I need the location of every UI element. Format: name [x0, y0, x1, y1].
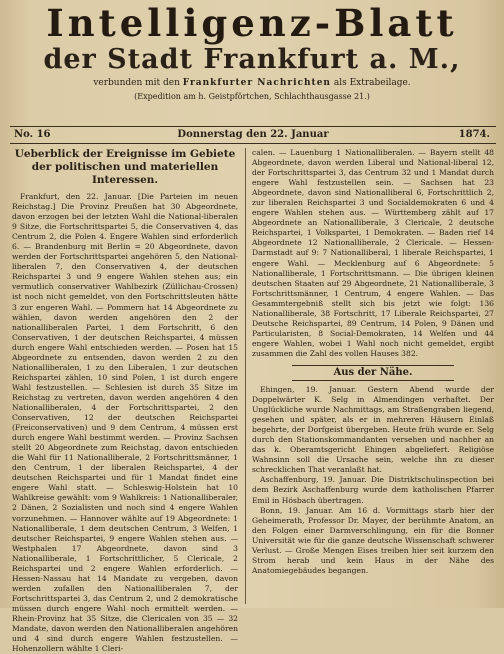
- expedition-line: (Expedition am h. Geistpförtchen, Schlachthausgasse 21.): [134, 92, 370, 101]
- dateline: [10, 126, 496, 144]
- news-item: Aschaffenburg, 19. Januar. Die Distriktschulinspection bei dem Bezirk Aschaffenburg wurde dem katholischen Pfarrer Emil in Hösbach übertragen.: [252, 475, 494, 505]
- section-heading: Aus der Nähe.: [292, 365, 454, 381]
- news-item: Ehingen, 19. Januar. Gestern Abend wurde der Doppelwärter K. Selg in Almendingen verhaftet. Der Unglückliche wurde Nachmittags, am Straßengraben liegend, gesehen und später, als er in mehreren Häusern Einlaß begehrte, der Dorfgeist übergeben. Heute früh wurde er. Selg durch den Stationskommandanten versehen und nachher an das k. Oberamtsgericht Ehingen abgeliefert. Religiöse Wahnsinn soll die Ursache sein, welche ihn zu dieser schrecklichen That veranlaßt hat.: [252, 384, 494, 475]
- joined-suffix: als Extrabeilage.: [333, 78, 411, 88]
- issue-number: No. 16: [14, 129, 51, 140]
- article-headline: Ueberblick der Ereignisse im Gebiete der politischen und materiellen Interessen.: [14, 148, 236, 186]
- newspaper-subtitle: der Stadt Frankfurt a. M.,: [43, 44, 461, 75]
- news-item: Bonn, 19. Januar. Am 16 d. Vormittags starb hier der Geheimerath, Professor Dr. Mayer, der berühmte Anatom, an den Folgen einer Darmverschlingung, ein für die Bonner Universität wie für die ganze deutsche Wissenschaft schwerer Verlust. — Große Mengen Eises treiben hier seit kurzem den Strom herab und kein Haus in der Nähe des Anatomiegebäudes begangen.: [252, 505, 494, 575]
- column-divider: [245, 148, 246, 604]
- masthead: [0, 0, 504, 102]
- joined-line: [0, 77, 504, 89]
- right-column: [252, 148, 494, 604]
- left-column: [12, 148, 238, 654]
- article-paragraph: Frankfurt, den 22. Januar. [Die Parteien im neuen Reichstag.] Die Provinz Preußen hat 30 Abgeordnete, davon erzogen bei der letzten Wahl die National-liberalen 9 Sitze, die Fortschrittspartei 5, die Conservativen 4, das Centrum 2, die Polen 4. Engere Wahlen sind erforderlich 6. — Brandenburg mit Berlin = 20 Abgeordnete, davon werden der Fortschrittspartei angehören 5, den National-liberalen 7, den Conservativen 4, der deutschen Reichspartei 3 und 9 engere Wahlen stehen aus; ein vermutlich conservativer Wahlbezirk (Züllichau-Crossen) ist noch nicht gemeldet, von den Fortschrittsleuten hätte 3 zur engeren Wahl. — Pommern hat 14 Abgeordnete zu wählen, davon werden angehören den 2 der nationalliberalen Partei, 1 dem Fortschritt, 6 den Conservativen, 1 der deutschen Reichspartei, 4 müssen durch engere Wahl entschieden werden. — Posen hat 15 Abgeordnete zu entsenden, davon werden 2 zu den Nationalliberalen, 1 zu den Liberalen, 1 zur deutschen Reichspartei zählen, 10 sind Polen, 1 ist durch engere Wahl festzustellen. — Schlesien ist durch 35 Sitze im Reichstag zu vertreten, davon werden angehören 4 den Nationalliberalen, 4 der Fortschrittspartei, 2 den Conservativen, 12 der deutschen Reichspartei (Freiconservativen) und 9 dem Centrum, 4 müssen erst durch engere Wahl bestimmt werden. — Provinz Sachsen stellt 20 Abgeordnete zum Reichstag, davon entschieden die Wahl für 11 Nationalliberale, 2 Fortschrittsmänner, 1 den Centrum, 1 der liberalen Reichspartei, 4 der deutschen Reichspartei und für 1 Mandat findet eine engere Wahl statt. — Schleswig-Holstein hat 10 Wahlkreise gewählt: vom 9 Wahlkreis: 1 Nationalliberaler, 2 Dänen, 2 Sozialisten und noch sind 4 engere Wahlen vorzunehmen. — Hannover wählte auf 19 Abgeordnete: 1 Nationalliberale, 1 dem deutschen Centrum, 3 Welfen, 1 deutscher Reichspartei, 9 engere Wahlen stehen aus. — Westphalen 17 Abgeordnete, davon sind 3 Nationalliberale, 1 Fortschrittlicher, 5 Clericale, 2 Reichspartei und 2 engere Wahlen erforderlich. — Hessen-Nassau hat 14 Mandate zu vergeben, davon werden zufallen den Nationalliberalen 7, der Fortschrittspartei 3, das Centrum 2, und 2 demokratische müssen durch engere Wahl noch ermittelt werden. — Rhein-Provinz hat 35 Sitze, die Clericalen von 35 — 32 Mandate, davon werden den Nationalliberalen angehören und 4 sind durch engere Wahlen festzustellen. — Hohenzollern wählte 1 Cleri-: [12, 192, 238, 654]
- joined-prefix: verbunden mit den: [93, 78, 180, 88]
- issue-year: 1874.: [458, 129, 490, 140]
- article-paragraph-continued: calen. — Lauenburg 1 Nationalliberalen. — Bayern stellt 48 Abgeordnete, davon werden Liberal und National-liberal 12, der Fortschrittspartei 3, das Centrum 32 und 1 Mandat durch engere Wahl festzustellen sein. — Sachsen hat 23 Abgeordnete, davon sind Nationalliberal 6, Fortschrittlich 2, zur liberalen Reichspartei 3 und Socialdemokraten 6 und 4 engere Wahlen stehen aus. — Württemberg zählt auf 17 Abgeordnete an Nationalliberale, 3 Clericale, 2 deutsche Reichspartei, 1 Volkspartei, 1 Demokraten. — Baden rief 14 Abgeordnete 12 Nationalliberale, 2 Clericale. — Hessen-Darmstadt auf 9: 7 Nationalliberal, 1 liberale Reichspartei, 1 engere Wahl. — Mecklenburg auf 6 Abgeordnete: 5 Nationalliberale, 1 Fortschrittsmann. — Die übrigen kleinen deutschen Staaten auf 29 Abgeordnete, 21 Nationalliberale, 3 Fortschrittsmänner, 1 Centrum, 4 engere Wahlen. — Das Gesammtergebniß stellt sich bis jetzt wie folgt: 136 Nationalliberale, 38 Fortschritt, 17 Liberale Reichspartei, 27 Deutsche Reichspartei, 89 Centrum, 14 Polen, 9 Dänen und Particularisten, 8 Social-Demokraten, 14 Welfen und 44 engere Wahlen, wobei 1 Wahl noch nicht gemeldet, ergibt zusammen die Zahl des vollen Hauses 382.: [252, 148, 494, 358]
- issue-date: Donnerstag den 22. Januar: [177, 129, 329, 140]
- joined-name: Frankfurter Nachrichten: [182, 78, 331, 88]
- newspaper-title: Intelligenz-Blatt: [46, 1, 458, 45]
